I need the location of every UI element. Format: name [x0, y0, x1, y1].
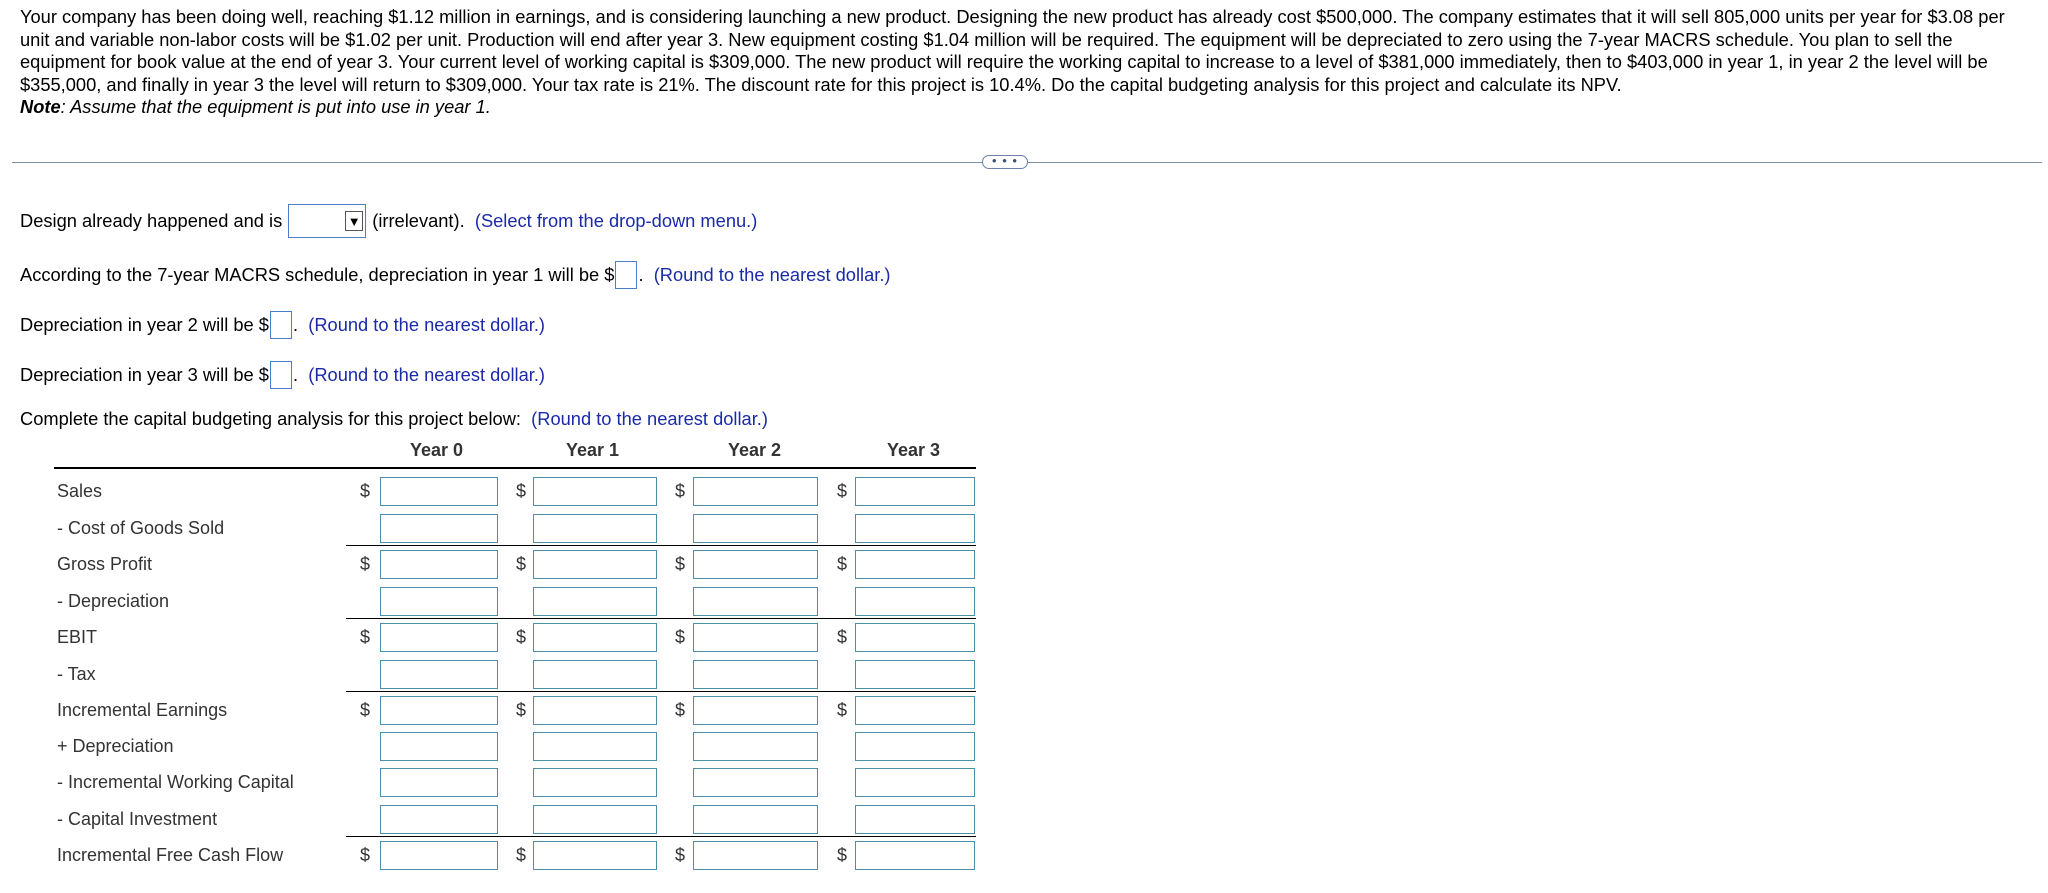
question-depr-year3: [20, 361, 545, 389]
row-label: Sales: [57, 481, 103, 501]
cell-input-year3[interactable]: [855, 805, 975, 834]
depr-year3-input[interactable]: [270, 361, 292, 389]
cell-input-year2[interactable]: [693, 550, 818, 579]
cell-input-year2[interactable]: [693, 514, 818, 543]
currency-symbol: $: [675, 845, 686, 865]
cell-input-year3[interactable]: [855, 477, 975, 506]
row-label: - Cost of Goods Sold: [57, 518, 225, 538]
question-design: [20, 204, 757, 238]
currency-symbol: $: [360, 554, 371, 574]
problem-note: [20, 96, 2030, 119]
currency-symbol: $: [837, 627, 848, 647]
problem-text: Your company has been doing well, reaching $1.12 million in earnings, and is considering launching a new product. Designing the new product has already cost $500,000. The company estimates that it will sell 805,000 units per year for $3.08 per unit and variable non-labor costs will be $1.02 per unit. Production will end after year 3. New equipment costing $1.04 million will be required. The equipment will be depreciated to zero using the 7-year MACRS schedule. You plan to sell the equipment for book value at the end of year 3. Your current level of working capital is $309,000. The new product will require the working capital to increase to a level of $381,000 immediately, then to $403,000 in year 1, in year 2 the level will be $355,000, and finally in year 3 the level will return to $309,000. Your tax rate is 21%. The discount rate for this project is 10.4%. Do the capital budgeting analysis for this project and calculate its NPV.: [20, 6, 2005, 95]
cell-input-year3[interactable]: [855, 660, 975, 689]
cell-input-year3[interactable]: [855, 587, 975, 616]
currency-symbol: $: [837, 481, 848, 501]
header-year3: Year 3: [887, 440, 941, 460]
q3-prefix: Depreciation in year 2 will be $: [20, 314, 269, 335]
cell-input-year1[interactable]: [533, 623, 657, 652]
cell-input-year0[interactable]: [380, 732, 498, 761]
table-top-rule: [54, 467, 976, 469]
table-row: [54, 728, 976, 764]
currency-symbol: $: [837, 845, 848, 865]
cell-input-year2[interactable]: [693, 696, 818, 725]
currency-symbol: $: [837, 554, 848, 574]
q3-hint: (Round to the nearest dollar.): [308, 314, 546, 335]
note-text: : Assume that the equipment is put into use in year 1.: [60, 96, 491, 117]
cell-input-year0[interactable]: [380, 768, 498, 797]
currency-symbol: $: [360, 481, 371, 501]
row-label: - Depreciation: [57, 591, 170, 611]
question-depr-year1: [20, 261, 891, 289]
cell-input-year2[interactable]: [693, 841, 818, 870]
currency-symbol: $: [516, 481, 527, 501]
q2-hint: (Round to the nearest dollar.): [653, 264, 891, 285]
cell-input-year0[interactable]: [380, 550, 498, 579]
q5-hint: (Round to the nearest dollar.): [531, 408, 768, 429]
currency-symbol: $: [516, 845, 527, 865]
currency-symbol: $: [837, 700, 848, 720]
currency-symbol: $: [675, 627, 686, 647]
cell-input-year0[interactable]: [380, 587, 498, 616]
cell-input-year0[interactable]: [380, 660, 498, 689]
row-label: Gross Profit: [57, 554, 153, 574]
question-depr-year2: [20, 311, 545, 339]
cell-input-year3[interactable]: [855, 550, 975, 579]
cell-input-year0[interactable]: [380, 805, 498, 834]
cell-input-year1[interactable]: [533, 805, 657, 834]
depr-year1-input[interactable]: [615, 261, 637, 289]
table-row: [54, 692, 976, 728]
table-row: [54, 583, 976, 619]
currency-symbol: $: [675, 554, 686, 574]
table-row: [54, 473, 976, 509]
q5-prefix: Complete the capital budgeting analysis for this project below:: [20, 408, 521, 429]
currency-symbol: $: [360, 700, 371, 720]
cell-input-year1[interactable]: [533, 477, 657, 506]
currency-symbol: $: [360, 845, 371, 865]
cell-input-year1[interactable]: [533, 587, 657, 616]
cell-input-year2[interactable]: [693, 660, 818, 689]
problem-statement: [20, 6, 2030, 119]
cell-input-year0[interactable]: [380, 477, 498, 506]
cell-input-year3[interactable]: [855, 841, 975, 870]
row-label: EBIT: [57, 627, 98, 647]
q1-hint: (Select from the drop-down menu.): [474, 210, 758, 231]
cell-input-year2[interactable]: [693, 805, 818, 834]
cell-input-year0[interactable]: [380, 514, 498, 543]
currency-symbol: $: [675, 700, 686, 720]
note-label: Note: [20, 96, 61, 117]
q4-hint: (Round to the nearest dollar.): [308, 364, 546, 385]
cell-input-year3[interactable]: [855, 732, 975, 761]
currency-symbol: $: [675, 481, 686, 501]
more-button[interactable]: • • •: [982, 155, 1028, 169]
cell-input-year3[interactable]: [855, 768, 975, 797]
header-year2: Year 2: [728, 440, 782, 460]
design-dropdown[interactable]: [288, 204, 366, 238]
q3-suffix: .: [292, 314, 299, 335]
cell-input-year1[interactable]: [533, 550, 657, 579]
currency-symbol: $: [516, 554, 527, 574]
cell-input-year1[interactable]: [533, 514, 657, 543]
table-row: [54, 801, 976, 837]
row-label: Incremental Earnings: [57, 700, 228, 720]
cell-input-year1[interactable]: [533, 768, 657, 797]
cell-input-year1[interactable]: [533, 660, 657, 689]
row-label: - Capital Investment: [57, 809, 218, 829]
q4-suffix: .: [292, 364, 299, 385]
cell-input-year2[interactable]: [693, 477, 818, 506]
cell-input-year2[interactable]: [693, 587, 818, 616]
cell-input-year1[interactable]: [533, 732, 657, 761]
currency-symbol: $: [360, 627, 371, 647]
cell-input-year0[interactable]: [380, 841, 498, 870]
cell-input-year2[interactable]: [693, 623, 818, 652]
q1-prefix: Design already happened and is: [20, 210, 283, 231]
header-year0: Year 0: [410, 440, 464, 460]
cell-input-year1[interactable]: [533, 696, 657, 725]
row-label: - Tax: [57, 664, 96, 684]
table-row: [54, 764, 976, 800]
cell-input-year1[interactable]: [533, 841, 657, 870]
cell-input-year0[interactable]: [380, 696, 498, 725]
row-label: + Depreciation: [57, 736, 174, 756]
header-year1: Year 1: [566, 440, 620, 460]
cell-input-year0[interactable]: [380, 623, 498, 652]
cell-input-year2[interactable]: [693, 732, 818, 761]
dropdown-arrow-icon[interactable]: ▼: [345, 211, 363, 231]
cell-input-year3[interactable]: [855, 623, 975, 652]
currency-symbol: $: [516, 627, 527, 647]
cell-input-year3[interactable]: [855, 514, 975, 543]
cell-input-year3[interactable]: [855, 696, 975, 725]
q4-prefix: Depreciation in year 3 will be $: [20, 364, 269, 385]
table-row: [54, 546, 976, 582]
question-capital-budgeting: [20, 408, 768, 430]
currency-symbol: $: [516, 700, 527, 720]
row-label: - Incremental Working Capital: [57, 772, 294, 792]
table-row: [54, 656, 976, 692]
depr-year2-input[interactable]: [270, 311, 292, 339]
q2-prefix: According to the 7-year MACRS schedule, depreciation in year 1 will be $: [20, 264, 615, 285]
table-row: [54, 837, 976, 873]
table-row: [54, 510, 976, 546]
table-row: [54, 619, 976, 655]
q1-suffix: (irrelevant).: [372, 210, 465, 231]
row-label: Incremental Free Cash Flow: [57, 845, 284, 865]
q2-suffix: .: [638, 264, 644, 285]
cell-input-year2[interactable]: [693, 768, 818, 797]
